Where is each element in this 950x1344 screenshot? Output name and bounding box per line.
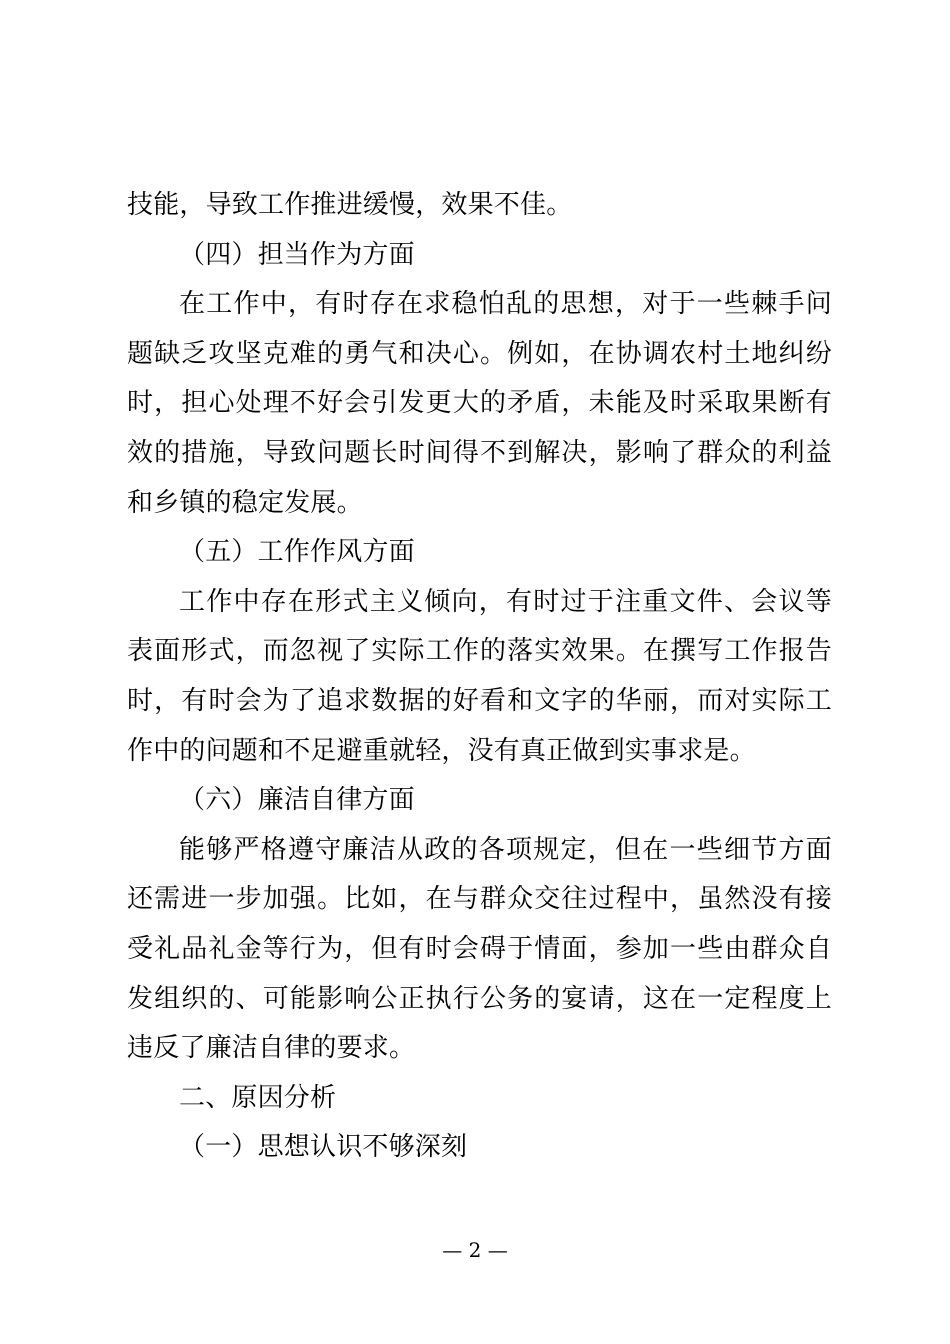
document-body [127,181,832,1173]
section-heading-5: （五）工作作风方面 [179,537,415,568]
page-number: — 2 — [442,1238,508,1262]
section-heading-4: （四）担当作为方面 [179,239,415,270]
paragraph: 在工作中，有时存在求稳怕乱的思想，对于一些棘手问题缺乏攻坚克难的勇气和决心。例如，在协调农村土地纠纷时，担心处理不好会引发更大的矛盾，未能及时采取果断有效的措施，导致问题长时间得不到解决，影响了群众的利益和乡镇的稳定发展。 [127,289,832,518]
paragraph: 工作中存在形式主义倾向，有时过于注重文件、会议等表面形式，而忽视了实际工作的落实效果。在撰写工作报告时，有时会为了追求数据的好看和文字的华丽，而对实际工作中的问题和不足避重就轻，没有真正做到实事求是。 [127,586,832,766]
paragraph: 能够严格遵守廉洁从政的各项规定，但在一些细节方面还需进一步加强。比如，在与群众交往过程中，虽然没有接受礼品礼金等行为，但有时会碍于情面，参加一些由群众自发组织的、可能影响公正执行公务的宴请，这在一定程度上违反了廉洁自律的要求。 [127,834,832,1064]
paragraph-continuation: 技能，导致工作推进缓慢，效果不佳。 [127,190,573,220]
section-heading-6: （六）廉洁自律方面 [179,785,415,816]
section-heading-1: （一）思想认识不够深刻 [179,1132,468,1163]
chapter-heading-2: 二、原因分析 [179,1082,337,1113]
